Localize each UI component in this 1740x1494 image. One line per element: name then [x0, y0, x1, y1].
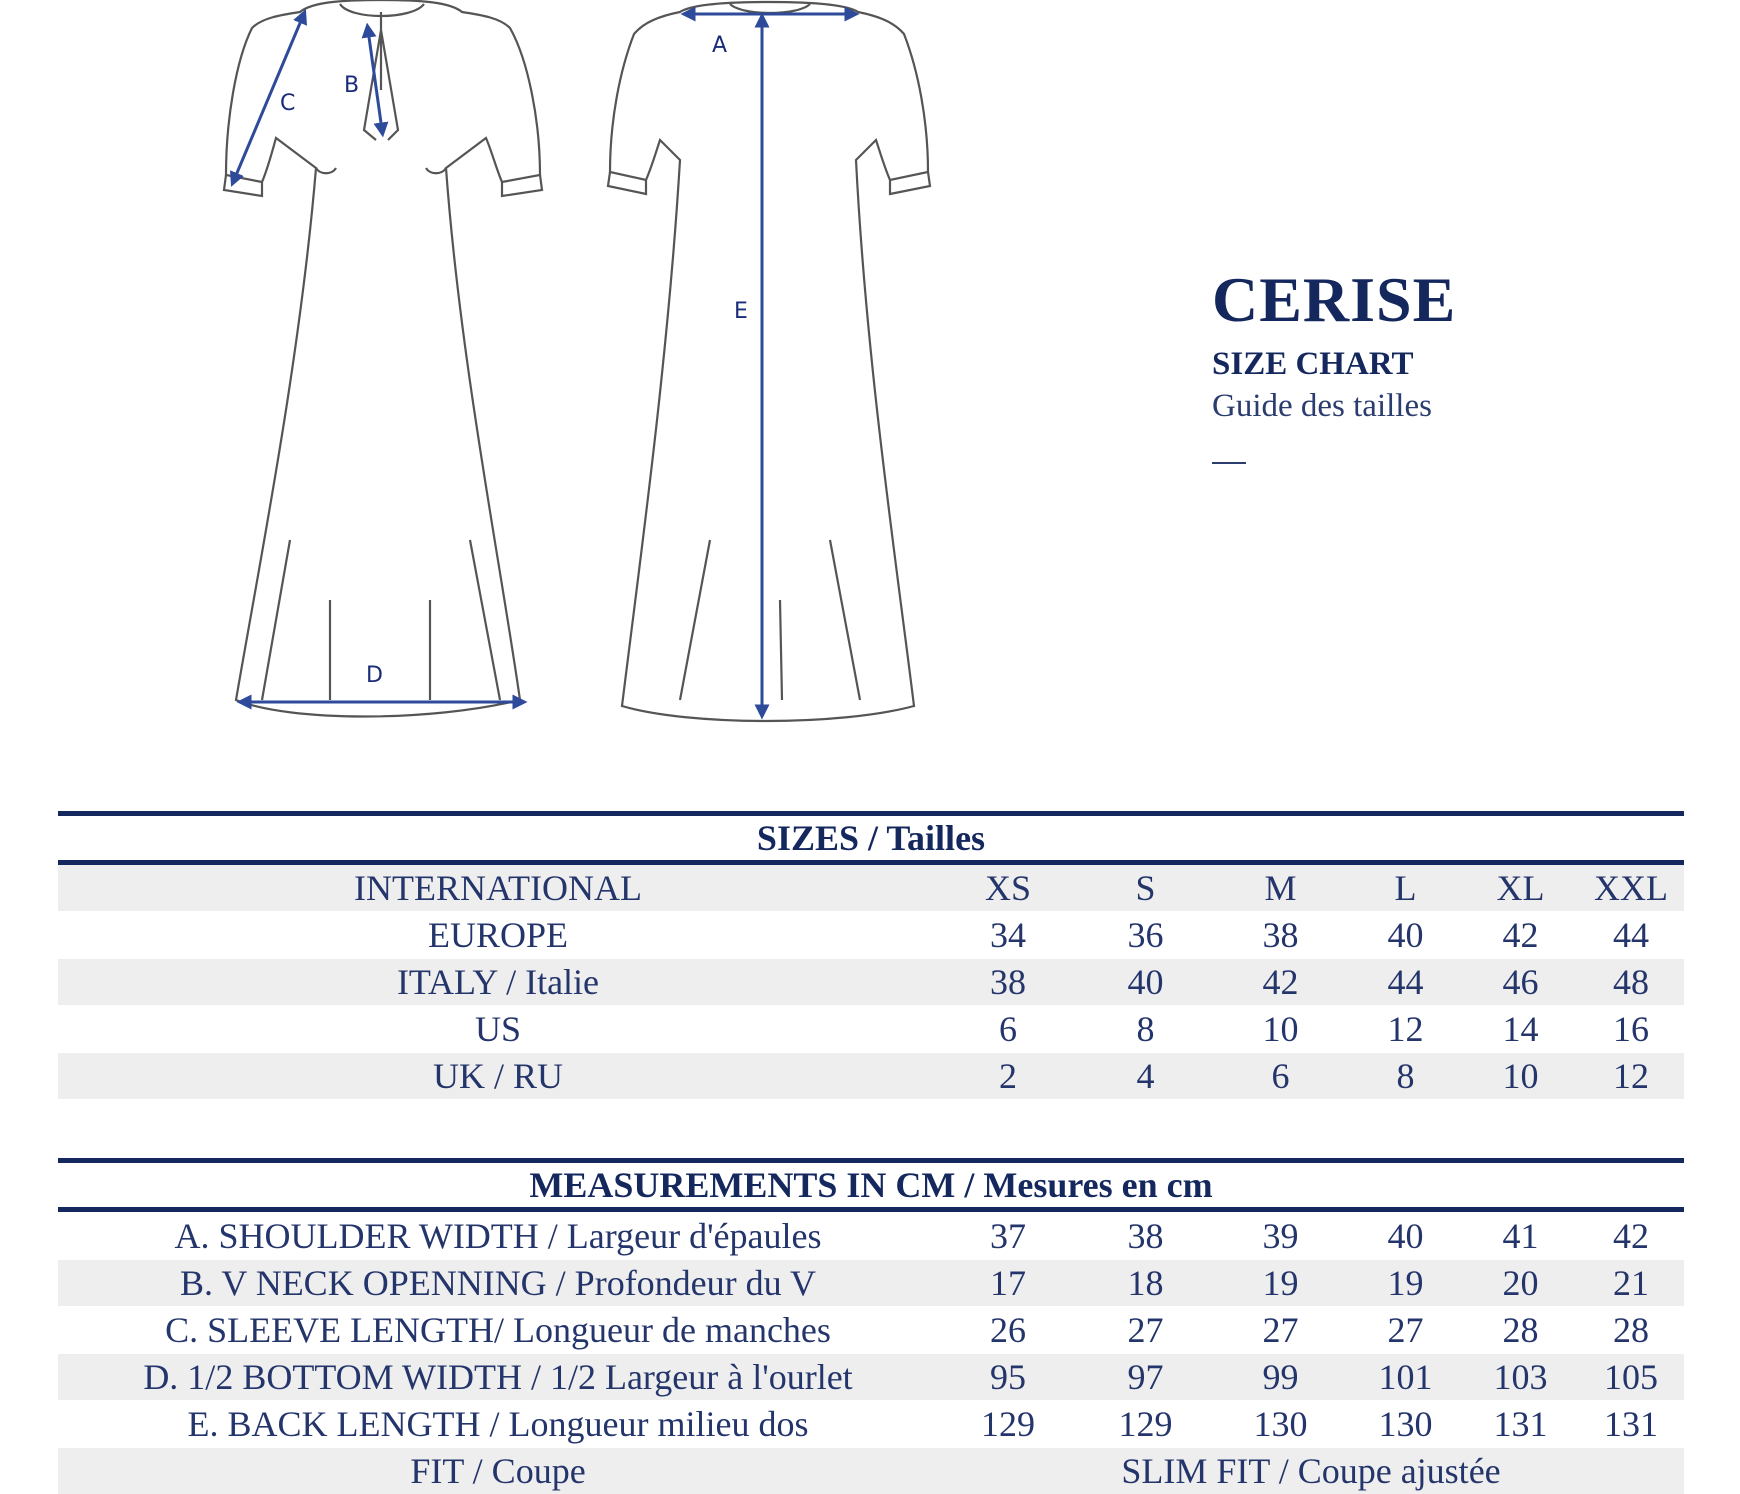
size-cell: 6 [999, 1009, 1017, 1049]
table-row [58, 959, 1684, 1005]
size-cell: 12 [1387, 1009, 1424, 1049]
fit-label: FIT / Coupe [410, 1451, 586, 1491]
measure-cell: 101 [1378, 1357, 1433, 1397]
size-cell: 42 [1502, 915, 1539, 955]
table-row [58, 1306, 1684, 1354]
size-cell: 40 [1127, 962, 1164, 1002]
diagram-label-d: D [366, 663, 383, 688]
size-cell: 6 [1271, 1056, 1290, 1096]
size-cell: 38 [1262, 915, 1299, 955]
measure-cell: 27 [1262, 1310, 1299, 1350]
measure-cell: 18 [1127, 1263, 1164, 1303]
size-cell: 48 [1613, 962, 1649, 1002]
measure-cell: 27 [1127, 1310, 1164, 1350]
measure-cell: 37 [990, 1216, 1026, 1256]
size-cell: 8 [1396, 1056, 1415, 1096]
size-cell: S [1135, 868, 1156, 908]
size-cell: M [1264, 868, 1297, 908]
dress-technical-drawings [0, 0, 1000, 760]
size-cell: 16 [1613, 1009, 1649, 1049]
back-dress-drawing [608, 2, 930, 721]
measure-cell: 99 [1262, 1357, 1299, 1397]
size-cell: XXL [1594, 868, 1668, 908]
row-label: D. 1/2 BOTTOM WIDTH / 1/2 Largeur à l'ourlet [143, 1357, 853, 1397]
measure-cell: 130 [1253, 1404, 1308, 1444]
measure-cell: 39 [1262, 1216, 1299, 1256]
measure-cell: 130 [1378, 1404, 1433, 1444]
row-label: INTERNATIONAL [354, 868, 642, 908]
row-label: US [474, 1009, 522, 1049]
measure-cell: 129 [1118, 1404, 1173, 1444]
row-label: UK / RU [432, 1056, 563, 1096]
measure-cell: 21 [1613, 1263, 1649, 1303]
measure-cell: 129 [981, 1404, 1035, 1444]
measure-cell: 41 [1502, 1216, 1539, 1256]
row-label: ITALY / Italie [396, 962, 600, 1002]
measure-cell: 103 [1493, 1357, 1548, 1397]
diagram-label-e: E [734, 299, 748, 324]
size-cell: 14 [1502, 1009, 1539, 1049]
size-cell: 8 [1136, 1009, 1155, 1049]
measure-cell: 28 [1502, 1310, 1539, 1350]
measure-cell: 26 [990, 1310, 1026, 1350]
measure-cell: 105 [1604, 1357, 1658, 1397]
row-label: B. V NECK OPENNING / Profondeur du V [179, 1263, 816, 1303]
measure-cell: 38 [1127, 1216, 1164, 1256]
size-cell: 40 [1387, 915, 1424, 955]
front-measure-arrows [234, 16, 520, 702]
brand-dash [1212, 462, 1246, 464]
sizes-title: SIZES / Tailles [756, 818, 986, 858]
size-cell: L [1394, 868, 1417, 908]
table-row [58, 911, 1684, 959]
table-row [58, 1354, 1684, 1400]
size-cell: 46 [1502, 962, 1539, 1002]
measure-cell: 19 [1262, 1263, 1299, 1303]
brand-title: CERISE [1212, 264, 1457, 335]
table-row [58, 865, 1684, 911]
size-chart-heading-fr: Guide des tailles [1212, 388, 1432, 424]
size-cell: 10 [1502, 1056, 1539, 1096]
front-dress-drawing [224, 0, 542, 717]
measure-cell: 97 [1127, 1357, 1164, 1397]
diagram-label-b: B [344, 73, 360, 98]
brand-block [1212, 264, 1457, 464]
measure-cell: 131 [1604, 1404, 1658, 1444]
size-cell: 10 [1262, 1009, 1299, 1049]
fit-value: SLIM FIT / Coupe ajustée [1121, 1451, 1501, 1491]
size-cell: 42 [1262, 962, 1299, 1002]
size-cell: 38 [990, 962, 1026, 1002]
measurements-title: MEASUREMENTS IN CM / Mesures en cm [529, 1165, 1213, 1205]
measure-cell: 40 [1387, 1216, 1424, 1256]
size-cell: 36 [1127, 915, 1164, 955]
fit-row [58, 1448, 1684, 1494]
diagram-label-a: A [712, 33, 728, 58]
table-row [58, 1053, 1684, 1099]
table-row [58, 1400, 1684, 1448]
row-label: A. SHOULDER WIDTH / Largeur d'épaules [174, 1216, 822, 1256]
measure-cell: 95 [990, 1357, 1026, 1397]
size-cell: XS [984, 868, 1032, 908]
size-cell: 44 [1387, 962, 1424, 1002]
size-cell: 12 [1613, 1056, 1649, 1096]
measure-cell: 17 [990, 1263, 1026, 1303]
size-cell: 34 [990, 915, 1026, 955]
measure-cell: 20 [1502, 1263, 1539, 1303]
diagram-label-c: C [280, 91, 296, 116]
table-row [58, 1005, 1684, 1053]
size-cell: 2 [999, 1056, 1017, 1096]
measure-cell: 19 [1387, 1263, 1424, 1303]
size-cell: 4 [1136, 1056, 1155, 1096]
measure-cell: 28 [1613, 1310, 1649, 1350]
sizes-table [58, 811, 1684, 1099]
measure-cell: 131 [1493, 1404, 1548, 1444]
row-label: E. BACK LENGTH / Longueur milieu dos [187, 1404, 809, 1444]
measurements-table [58, 1158, 1684, 1494]
size-cell: 44 [1613, 915, 1649, 955]
table-row [58, 1260, 1684, 1306]
measure-cell: 42 [1613, 1216, 1649, 1256]
measure-cell: 27 [1387, 1310, 1424, 1350]
table-row [58, 1212, 1684, 1260]
row-label: EUROPE [427, 915, 568, 955]
size-chart-heading: SIZE CHART [1212, 346, 1414, 382]
back-measure-arrows [688, 14, 852, 712]
size-cell: XL [1496, 868, 1545, 908]
row-label: C. SLEEVE LENGTH/ Longueur de manches [165, 1310, 831, 1350]
